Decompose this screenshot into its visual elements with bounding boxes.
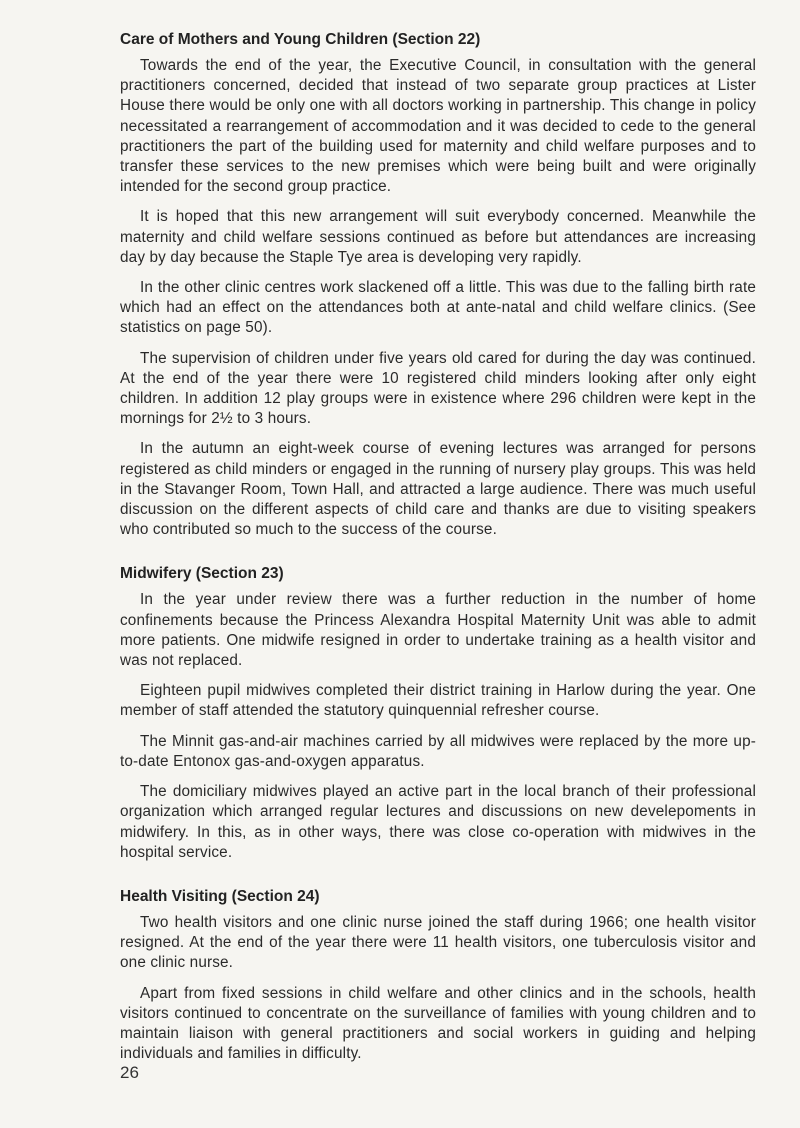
paragraph: The Minnit gas-and-air machines carried by all midwives were replaced by the more up-to-date Entonox gas-and-oxygen apparatus.	[120, 732, 756, 770]
section-spacer	[120, 873, 756, 887]
paragraph: Eighteen pupil midwives completed their district training in Harlow during the year. One member of staff attended the statutory quinquennial refresher course.	[120, 682, 756, 720]
paragraph: Apart from fixed sessions in child welfare and other clinics and in the schools, health visitors continued to concentrate on the surveillance of families with young children and to maintain liaison with general practitioners and social workers in guiding and helping individuals and families in difficulty.	[120, 984, 756, 1063]
paragraph: Towards the end of the year, the Executive Council, in consultation with the general practitioners concerned, decided that instead of two separate group practices at Lister House there would be only one with all doctors working in partnership. This change in policy necessitated a rearrangement of accommodation and it was decided to cede to the general practitioners the part of the building used for maternity and child welfare purposes and to transfer these services to the new premises which were being built and were originally intended for the second group practice.	[120, 57, 756, 196]
paragraph: In the year under review there was a further reduction in the number of home confinements because the Princess Alexandra Hospital Maternity Unit was able to admit more patients. One midwife resigned in order to undertake training as a health visitor and was not replaced.	[120, 591, 756, 670]
section-heading: Health Visiting (Section 24)	[120, 887, 320, 905]
paragraph: The supervision of children under five years old cared for during the day was continued. At the end of the year there were 10 registered child minders looking after only eight children. In addition 12 play groups were in existence where 296 children were kept in the mornings for 2½ to 3 hours.	[120, 349, 756, 428]
section-heading: Midwifery (Section 23)	[120, 565, 284, 583]
paragraph: In the autumn an eight-week course of evening lectures was arranged for persons registered as child minders or engaged in the running of nursery play groups. This was held in the Stavanger Room, Town Hall, and attracted a large audience. There was much useful discussion on the different aspects of child care and thanks are due to visiting speakers who contributed so much to the success of the course.	[120, 440, 756, 539]
paragraph: Two health visitors and one clinic nurse joined the staff during 1966; one health visitor resigned. At the end of the year there were 11 health visitors, one tuberculosis visitor and one clinic nurse.	[120, 913, 756, 972]
document-page	[120, 30, 756, 1074]
paragraph: The domiciliary midwives played an active part in the local branch of their professional organization which arranged regular lectures and discussions on new develepoments in midwifery. In this, as in other ways, there was close co-operation with midwives in the hospital service.	[120, 783, 756, 861]
section-care-of-mothers	[120, 30, 756, 540]
page-number: 26	[120, 1063, 139, 1082]
section-heading: Care of Mothers and Young Children (Section 22)	[120, 31, 481, 48]
section-spacer	[120, 550, 756, 564]
section-midwifery	[120, 564, 756, 862]
paragraph: In the other clinic centres work slackened off a little. This was due to the falling birth rate which had an effect on the attendances both at ante-natal and child welfare clinics. (See statistics on page 50).	[120, 279, 756, 337]
paragraph: It is hoped that this new arrangement will suit everybody concerned. Meanwhile the maternity and child welfare sessions continued as before but attendances are increasing day by day because the Staple Tye area is developing very rapidly.	[120, 208, 756, 266]
section-health-visiting	[120, 887, 756, 1064]
